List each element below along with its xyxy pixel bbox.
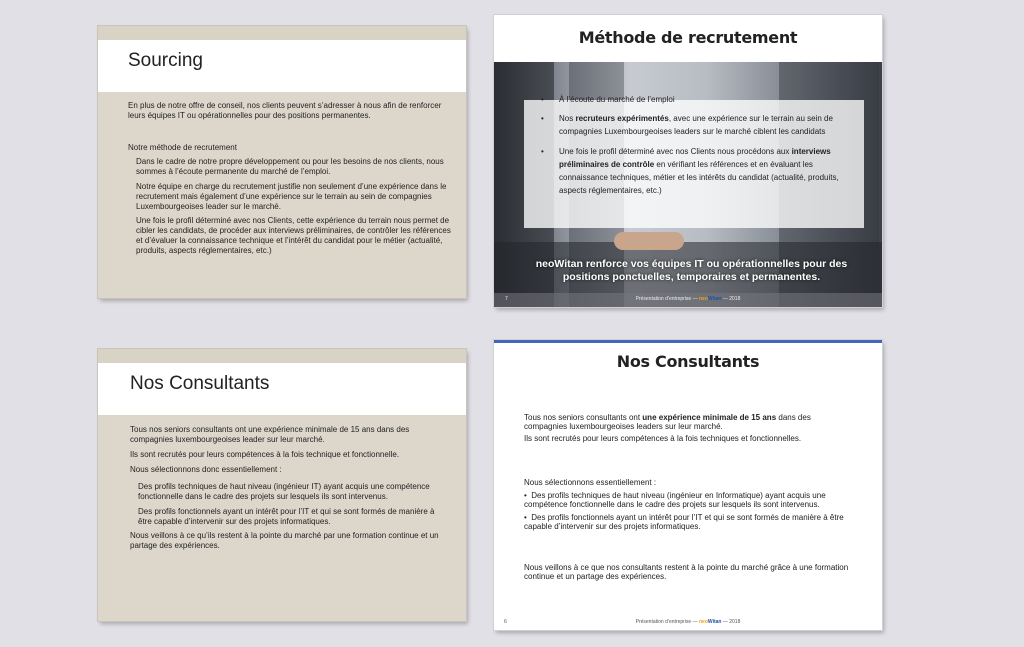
- slide-title: Nos Consultants: [616, 352, 760, 371]
- slide-title-bar: [98, 40, 466, 92]
- consultants-final-bullet-2: • Des profils fonctionnels ayant un intérêt pour l’IT et qui se sont formés de manière à être capable d’intervenir sur des projets informatiques.: [524, 513, 844, 532]
- handshake-icon: [614, 232, 684, 250]
- slide-top-band: [98, 349, 466, 363]
- slide-methode-recrutement[interactable]: [494, 15, 882, 307]
- consultants-paragraph-1: Tous nos seniors consultants ont une expérience minimale de 15 ans dans des compagnies luxembourgeoises leader sur leur marché.: [130, 425, 410, 444]
- sourcing-paragraph-1: Dans le cadre de notre propre développement ou pour les besoins de nos clients, nous sommes à l’écoute permanente du marché de l’emploi.: [136, 157, 444, 176]
- page-number: 6: [504, 619, 507, 625]
- slide-nos-consultants-draft[interactable]: [98, 349, 466, 621]
- slide-nos-consultants[interactable]: [494, 340, 882, 630]
- neowitan-logo: neoWitan: [699, 619, 722, 625]
- consultants-paragraph-2: Ils sont recrutés pour leurs compétences à la fois technique et fonctionnelle.: [130, 450, 400, 459]
- methode-bullet-1: • À l’écoute du marché de l’emploi: [534, 93, 849, 106]
- slide-sourcing[interactable]: [98, 26, 466, 298]
- sourcing-paragraph-3: Une fois le profil déterminé avec nos Clients, cette expérience du terrain nous permet de cibler les candidats, de procéder aux interviews préliminaires, de contrôler les références et d’évaluer la connaissance technique et l’intérêt du candidat pour le métier (actualité, produits, aspects réglementaires, etc.): [136, 216, 451, 255]
- consultants-paragraph-6: Nous veillons à ce qu’ils restent à la pointe du marché par une formation continue et un partage des expériences.: [130, 531, 439, 550]
- sourcing-paragraph-2: Notre équipe en charge du recrutement justifie non seulement d’une expérience dans le recrutement mais également d’une expérience sur le terrain au sein de compagnies Luxembourgeoises leader sur le marché.: [136, 182, 447, 211]
- slide-accent-bar: [494, 340, 882, 343]
- slide-title: Sourcing: [128, 50, 203, 71]
- consultants-final-paragraph-2: Ils sont recrutés pour leurs compétences à la fois techniques et fonctionnelles.: [524, 434, 802, 443]
- methode-bullet-2: • Nos recruteurs expérimentés, avec une expérience sur le terrain au sein de compagnies Luxembourgeoises leaders sur le marché ciblent les candidats: [534, 112, 849, 138]
- slide-title: Méthode de recrutement: [578, 28, 798, 47]
- consultants-final-bullet-1: • Des profils techniques de haut niveau (ingénieur en Informatique) ayant acquis une compétence fonctionnelle dans le cadre des projets sur lesquels ils sont intervenus.: [524, 491, 826, 510]
- consultants-paragraph-5: Des profils fonctionnels ayant un intérêt pour l’IT et qui se sont formés de manière à être capable d’intervenir sur des projets informatiques.: [138, 507, 435, 526]
- sourcing-intro: En plus de notre offre de conseil, nos clients peuvent s’adresser à nous afin de renforcer leurs équipes IT ou opérationnelles pour des positions permanentes.: [128, 101, 442, 120]
- slide-title: Nos Consultants: [130, 373, 270, 394]
- slide-footer: [494, 293, 882, 307]
- footer-text: Présentation d’entreprise — neoWitan — 2018: [635, 619, 741, 625]
- methode-bullet-3: • Une fois le profil déterminé avec nos Clients nous procédons aux interviews préliminaires de contrôle en vérifiant les références et en évaluant les connaissance techniques, métier et les intérêts du candidat (actualité, produits, aspects réglementaires, etc.): [534, 145, 849, 198]
- consultants-paragraph-3: Nous sélectionnons donc essentiellement :: [130, 465, 282, 474]
- footer-text: Présentation d’entreprise — neoWitan — 2018: [635, 296, 741, 302]
- consultants-final-paragraph-1: Tous nos seniors consultants ont une expérience minimale de 15 ans dans des compagnies luxembourgeoises leaders sur leur marché.: [524, 413, 811, 432]
- neowitan-logo: neoWitan: [699, 296, 722, 302]
- methode-tagline: neoWitan renforce vos équipes IT ou opérationnelles pour des positions ponctuelles, temporaires et permanentes.: [535, 258, 848, 283]
- sourcing-subheading: Notre méthode de recrutement: [128, 143, 237, 152]
- slide-title-bar: [98, 363, 466, 415]
- page-number: 7: [505, 296, 508, 302]
- slide-top-band: [98, 26, 466, 40]
- methode-bullet-list: [534, 93, 849, 203]
- consultants-final-paragraph-4: Nous veillons à ce que nos consultants restent à la pointe du marché grâce à une formation continue et un partage des expériences.: [524, 563, 849, 582]
- consultants-final-paragraph-3: Nous sélectionnons essentiellement :: [524, 478, 657, 487]
- consultants-paragraph-4: Des profils techniques de haut niveau (ingénieur IT) ayant acquis une compétence fonctionnelle dans le cadre des projets sur lesquels ils sont intervenus.: [138, 482, 430, 501]
